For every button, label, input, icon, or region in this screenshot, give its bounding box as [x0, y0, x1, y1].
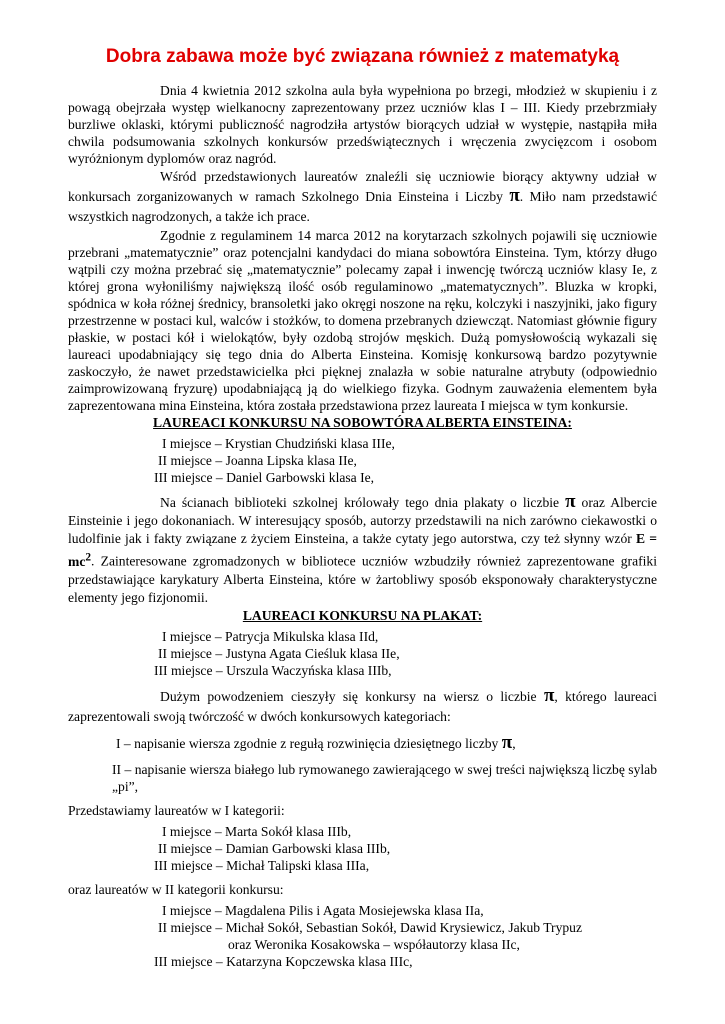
- list-item: II miejsce – Michał Sokół, Sebastian Sokół, Dawid Krysiewicz, Jakub Trypuz: [158, 919, 582, 935]
- category-1: I – napisanie wiersza zgodnie z regułą rozwinięcia dziesiętnego liczby π,: [116, 731, 516, 753]
- article-body: [68, 82, 657, 970]
- list-item: III miejsce – Michał Talipski klasa IIIa,: [154, 857, 370, 873]
- list-item: I miejsce – Patrycja Mikulska klasa IId,: [162, 628, 379, 644]
- paragraph-intro: Dnia 4 kwietnia 2012 szkolna aula była wypełniona po brzegi, młodzież w skupieniu i z powagą obejrzała występ wielkanocny zaprezentowany przez uczniów klas I – III. Kiedy przebrzmiały burzliwe oklaski, którymi publiczność nagrodziła artystów biorących udział w występie, nastąpiła miła chwila podsumowania szkolnych konkursów przedświątecznych i wręczenia zwycięzcom i osobom wyróżnionym dyplomów oraz nagród.: [68, 83, 657, 166]
- list-item: I miejsce – Magdalena Pilis i Agata Mosiejewska klasa IIa,: [162, 902, 484, 918]
- paragraph-posters: Na ścianach biblioteki szkolnej królowały tego dnia plakaty o liczbie π oraz Albercie Einsteinie i jego dokonaniach. W interesujący sposób, autorzy przedstawili na nich zarówno ciekawostki o ludolfinie jak i fakty związane z życiem Einsteina, a także cytaty jego autorstwa, czy też słynny wzór $E = mc^2$. Zainteresowane zgromadzonych w bibliotece uczniów wzbudziły również zaprezentowane grafiki przedstawiające karykatury Alberta Einsteina, które w żartobliwy sposób eksponowały charakterystyczne elementy jego fizjonomii.: [68, 491, 658, 605]
- formula: $E = mc^2$: [68, 531, 658, 569]
- list-poster: [68, 628, 657, 679]
- paragraph-costumes: Zgodnie z regulaminem 14 marca 2012 na korytarzach szkolnych pojawili się uczniowie przebrani „matematycznie” oraz potencjalni kandydaci do miana sobowtóra Einsteina. Tym, którzy długo wątpili czy można przebrać się „matematycznie” polecamy zapał i inwencję twórczą uczniów klasy Ie, z której grona wyłoniliśmy największą ilość osób regulaminowo „matematycznych”. Bluzka w kropki, spódnica w koła różnej średnicy, bransoletki jako okręgi noszone na ręku, kolczyki i naszyjniki, jako figury przestrzenne w postaci kul, walców i stożków, to domena przebranych dziewcząt. Natomiast głównie figury płaskie, w postaci kół i wielokątów, były ozdobą strojów męskich. Dużą pomysłowością wykazali się laureaci upodabniający się tego dnia do Alberta Einsteina. Komisję konkursową bardzo pozytywnie zaskoczyło, że nawet przedstawicielka płci pięknej znalazła w sobie naturalne atrybuty (odpowiednio zaimprowizowaną fryzurę) upodabniającą ją do wielkiego fizyka. Godnym zauważenia elementem była zaprezentowana mina Einsteina, która została przedstawiona przez laureata I miejsca w tym konkursie.: [68, 228, 657, 413]
- category-2: II – napisanie wiersza białego lub rymowanego zawierającego w swej treści największą liczbę sylab „pi”,: [112, 761, 657, 794]
- heading-einstein: LAUREACI KONKURSU NA SOBOWTÓRA ALBERTA EINSTEINA:: [153, 415, 572, 430]
- paragraph-laureates: Wśród przedstawionych laureatów znaleźli się uczniowie biorący aktywny udział w konkursach zorganizowanych w ramach Szkolnego Dnia Einsteina i Liczby π. Miło nam przedstawić wszystkich nagrodzonych, a także ich prace.: [68, 169, 657, 224]
- list-item: III miejsce – Katarzyna Kopczewska klasa IIIc,: [154, 953, 413, 969]
- list-item: II miejsce – Joanna Lipska klasa IIe,: [158, 453, 357, 468]
- intro-category-2: oraz laureatów w II kategorii konkursu:: [68, 881, 284, 897]
- list-einstein: [68, 435, 657, 486]
- pi-symbol: π: [565, 491, 576, 512]
- paragraph-poems: Dużym powodzeniem cieszyły się konkursy na wiersz o liczbie π, którego laureaci zaprezentowali swoją twórczość w dwóch konkursowych kategoriach:: [68, 684, 658, 724]
- list-poem-2: [68, 902, 657, 970]
- list-item: I miejsce – Marta Sokół klasa IIIb,: [162, 823, 352, 839]
- list-item: II miejsce – Justyna Agata Cieśluk klasa IIe,: [158, 645, 400, 661]
- list-item: I miejsce – Krystian Chudziński klasa IIIe,: [162, 436, 395, 451]
- list-item: II miejsce – Damian Garbowski klasa IIIb,: [158, 840, 391, 856]
- pi-symbol: π: [501, 731, 513, 753]
- pi-symbol: π: [543, 684, 555, 706]
- list-item: oraz Weronika Kosakowska – współautorzy klasa IIc,: [228, 936, 520, 952]
- page-title: Dobra zabawa może być związana również z matematyką: [105, 46, 620, 67]
- list-item: III miejsce – Urszula Waczyńska klasa IIIb,: [154, 662, 392, 678]
- pi-symbol: π: [509, 185, 520, 206]
- heading-poster: LAUREACI KONKURSU NA PLAKAT:: [242, 607, 483, 623]
- list-poem-1: [68, 823, 657, 874]
- list-item: III miejsce – Daniel Garbowski klasa Ie,: [154, 470, 375, 485]
- intro-category-1: Przedstawiamy laureatów w I kategorii:: [68, 802, 285, 818]
